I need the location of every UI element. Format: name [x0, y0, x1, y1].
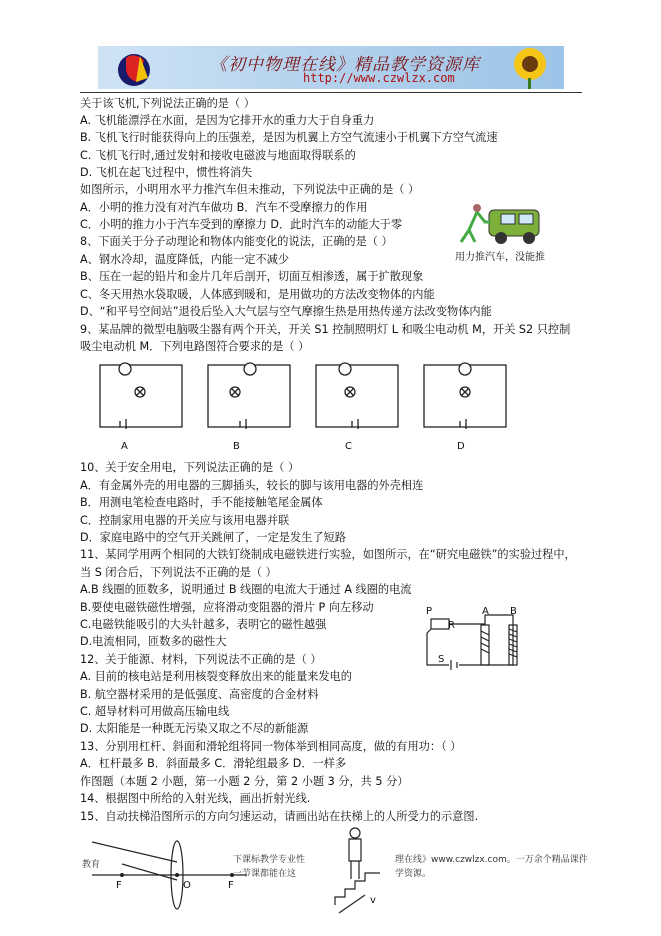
em-label-b: B	[510, 606, 517, 617]
q10-stem: 10、关于安全用电，下列说法正确的是（ ）	[80, 461, 300, 474]
car-caption: 用力推汽车，没能推	[455, 252, 545, 263]
q9-stem-line1: 9、某品牌的微型电脑吸尘器有两个开关，开关 S1 控制照明灯 L 和吸尘电动机 M，开关 S2 只控制	[80, 323, 571, 336]
escalator-velocity: v	[370, 895, 376, 906]
circuit-option-b: B	[233, 441, 240, 452]
q-car-options-ab: A．小明的推力没有对汽车做功 B．汽车不受摩擦力的作用	[80, 201, 368, 214]
sunflower-icon	[490, 46, 560, 89]
q8-stem: 8、下面关于分子动理论和物体内能变化的说法，正确的是（ ）	[80, 235, 393, 248]
em-label-s: S	[438, 654, 445, 665]
em-label-p: P	[426, 606, 433, 617]
lens-focus-left: F	[116, 880, 122, 891]
banner-url: http://www.czwlzx.com	[303, 71, 455, 85]
header-rule	[80, 92, 582, 93]
q-car-options-cd: C．小明的推力小于汽车受到的摩擦力 D．此时汽车的动能大于零	[80, 218, 403, 231]
q12-option-c: C. 超导材料可用做高压输电线	[80, 705, 230, 718]
q8-option-a: A、钢水冷却，温度降低，内能一定不减少	[80, 253, 290, 266]
q15-stem: 15、自动扶梯沿图所示的方向匀速运动，请画出站在扶梯上的人所受力的示意图.	[80, 810, 479, 823]
lens-center: O	[183, 880, 191, 891]
q10-option-b: B．用测电笔检查电路时，手不能接触笔尾金属体	[80, 496, 323, 509]
watermark-mid-1: 下课标教学专业性	[233, 855, 306, 865]
q11-option-c: C.电磁铁能吸引的大头针越多，表明它的磁性越强	[80, 618, 327, 631]
circuit-option-d: D	[457, 441, 465, 452]
banner-title: 《初中物理在线》精品教学资源库	[210, 55, 480, 75]
circuit-option-c: C	[345, 441, 352, 452]
q-plane-option-d: D. 飞机在起飞过程中，惯性将消失	[80, 166, 253, 179]
q12-option-b: B. 航空器材采用的是低强度、高密度的合金材料	[80, 688, 319, 701]
q-plane-option-b: B. 飞机飞行时能获得向上的压强差，是因为机翼上方空气流速小于机翼下方空气流速	[80, 131, 498, 144]
q-car-stem: 如图所示，小明用水平力推汽车但未推动，下列说法中正确的是（ ）	[80, 183, 420, 196]
q8-option-b: B、压在一起的铅片和金片几年后剖开，切面互相渗透，属于扩散现象	[80, 270, 424, 283]
watermark-right-1: 理在线》www.czwlzx.com。一万余个精品课件	[395, 855, 588, 865]
q10-option-c: C．控制家用电器的开关应与该用电器并联	[80, 514, 290, 527]
lens-figure	[92, 830, 247, 910]
q-plane-option-c: C. 飞机飞行时,通过发射和接收电磁波与地面取得联系的	[80, 149, 356, 162]
header-banner	[98, 46, 564, 89]
q11-stem-line2: 当 S 闭合后，下列说法不正确的是（ ）	[80, 566, 277, 579]
watermark-mid-2: 一节课都能在这	[233, 869, 297, 879]
circuit-option-a: A	[121, 441, 128, 452]
q13-options: A．杠杆最多 B．斜面最多 C．滑轮组最多 D．一样多	[80, 757, 347, 770]
site-logo-icon	[104, 48, 164, 88]
q11-option-b: B.要使电磁铁磁性增强，应将滑动变阻器的滑片 P 向左移动	[80, 601, 374, 614]
watermark-right-2: 学资源。	[395, 869, 432, 879]
q11-stem-line1: 11、某同学用两个相同的大铁钉绕制成电磁铁进行实验，如图所示，在“研究电磁铁”的实验过程中，	[80, 548, 576, 561]
q9-stem-line2: 吸尘电动机 M．下列电路图符合要求的是（ ）	[80, 340, 310, 353]
q8-option-d: D、“和平号空间站”退役后坠入大气层与空气摩擦生热是用热传递方法改变物体内能	[80, 305, 492, 318]
q11-option-d: D.电流相同，匝数多的磁性大	[80, 635, 227, 648]
q9-circuit-diagrams	[90, 357, 620, 457]
q12-option-d: D. 太阳能是一种既无污染又取之不尽的新能源	[80, 722, 309, 735]
q14-stem: 14、根据图中所给的入射光线，画出折射光线.	[80, 792, 311, 805]
q8-option-c: C、冬天用热水袋取暖，人体感到暖和，是用做功的方法改变物体的内能	[80, 288, 435, 301]
em-label-a: A	[482, 606, 489, 617]
lens-focus-right: F	[228, 880, 234, 891]
q-plane-stem: 关于该飞机,下列说法正确的是（ ）	[80, 97, 255, 110]
q12-option-a: A. 目前的核电站是利用核裂变释放出来的能量来发电的	[80, 670, 352, 683]
q10-option-a: A．有金属外壳的用电器的三脚插头，较长的脚与该用电器的外壳相连	[80, 479, 424, 492]
watermark-left: 教育	[82, 860, 101, 870]
drawing-section-title: 作图题（本题 2 小题，第一小题 2 分，第 2 小题 3 分，共 5 分）	[80, 775, 409, 788]
q-plane-option-a: A. 飞机能漂浮在水面，是因为它排开水的重力大于自身重力	[80, 114, 375, 127]
em-label-r: R	[448, 620, 455, 631]
q11-option-a: A.B 线圈的匝数多，说明通过 B 线圈的电流大于通过 A 线圈的电流	[80, 583, 412, 596]
q13-stem: 13、分别用杠杆、斜面和滑轮组将同一物体举到相同高度，做的有用功：（ ）	[80, 740, 462, 753]
q12-stem: 12、关于能源、材料，下列说法不正确的是（ ）	[80, 653, 322, 666]
q10-option-d: D．家庭电路中的空气开关跳闸了，一定是发生了短路	[80, 531, 346, 544]
escalator-figure	[325, 825, 390, 915]
